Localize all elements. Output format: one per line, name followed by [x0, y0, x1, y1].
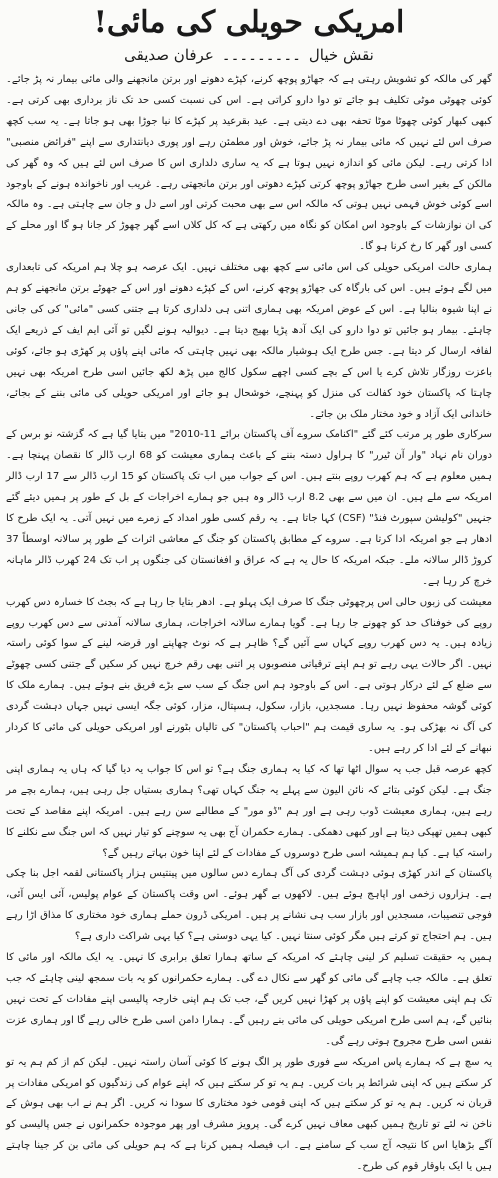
article-paragraph: گھر کی مالکہ کو تشویش رہتی ہے کہ جھاڑو پوچھ کرنے، کپڑے دھونے اور برتن مانجھنے والی مائی بیمار نہ پڑ جائے۔ کوئی چھوٹی موٹی تکلیف ہو جائے تو دوا دارو کراتی ہے۔ اس کی نسبت کسی حد تک ناز برداری بھی کرتی ہے۔ کبھی کبھار کوئی چھوٹا موٹا تحفہ بھی دے دیتی ہے۔ عید بقرعید پر کپڑے کا نیا جوڑا بھی ہو جاتا ہے۔ یہ سب کچھ صرف اس لئے نہیں کہ مائی بیمار نہ پڑ جائے، خوش اور مطمئن رہے اور پوری دیانتداری سے اپنے "فرائض منصبی" ادا کرتی رہے۔ لیکن مائی کو اندازہ نہیں ہوتا ہے کہ یہ ساری دلداری اس کا صرف اس لئے ہیں کہ وہ گھر کی مالکن کے بغیر اسی طرح جھاڑو پوچھ کرتی کپڑے دھوتی اور برتن مانجھتی رہے۔ غریب اور ناخواندہ ہونے کے باوجود اسے کوئی خوش فہمی نہیں ہوتی کہ مالکہ اس سے بھی محبت کرتی اور اسے دل و جان سے چاہتی ہے۔ وہ مالکہ کی ان نوازشات کے باوجود اس امکان کو نگاہ میں رکھتی ہے کہ کل کلاں اسے گھر چھوڑ کر جانا ہو گا اور محلے کے کسی اور گھر کا رخ کرنا ہو گا۔	[6, 74, 492, 253]
article-paragraph: ہماری حالت امریکی حویلی کی اس مائی سے کچھ بھی مختلف نہیں۔ ایک عرصہ ہو چلا ہم امریکہ کی تابعداری میں لگے ہوئے ہیں۔ اس کی بارگاہ کی جھاڑو پوچھ کرنے، اس کے کپڑے دھونے اور اس کے جھوٹے برتن مانجھنے کو ہم نے اپنا شیوہ بنالیا ہے۔ اس کے عوض امریکہ بھی ہماری اتنی ہی دلداری کرتا ہے جتنی کسی "مائی" کی کی جانی چاہئے۔ بیمار ہو جائیں تو دوا دارو کی ایک آدھ پڑیا بھیج دیتا ہے۔ دیوالیہ ہونے لگیں تو آئی ایم ایف کے ذریعے ایک لفافہ ارسال کر دیتا ہے۔ جس طرح ایک ہوشیار مالکہ بھی نہیں چاہتی کہ مائی اپنے پاؤں پر کھڑی ہو جائے، کوئی باعزت روزگار تلاش کرے یا اس کے بچے کسی اچھے سکول کالج میں پڑھ لکھ جائیں اسی طرح امریکہ بھی نہیں چاہتا کہ پاکستان خود کفالت کی منزل کو پہنچے، خوشحال ہو جائے اور امریکی حویلی کی مائی بننے کے بجائے، خاندانی ایک آزاد و خود مختار ملک بن جائے۔	[6, 262, 492, 420]
headline: امریکی حویلی کی مائی!	[93, 5, 405, 40]
article-body	[6, 70, 492, 1178]
article-paragraph: پاکستان کے اندر کھڑی ہوئی دہشت گردی کی آگ ہمارے دس سالوں میں پینتیس ہزار پاکستانی لقمہ اجل بنا چکی ہے۔ ہزاروں زخمی اور اپاہج ہوئے ہیں۔ لاکھوں بے گھر ہوئے۔ اس وقت پاکستان کے عوام پولیس، آئی ایس آئی، فوجی تنصیبات، مسجدیں اور بازار سب ہی نشانے پر ہیں۔ امریکی ڈرون حملے ہماری خود مختاری کا مذاق اڑا رہے ہیں۔ ہم احتجاج تو کرتے ہیں مگر کوئی سنتا نہیں۔ کیا یہی دوستی ہے؟ کیا یہی شراکت داری ہے؟	[6, 868, 492, 943]
article-paragraph: یہ سچ ہے کہ ہمارے پاس امریکہ سے فوری طور پر الگ ہونے کا کوئی آسان راستہ نہیں۔ لیکن کم از کم ہم یہ تو کر سکتے ہیں کہ اپنی شرائط پر بات کریں۔ ہم یہ تو کر سکتے ہیں کہ اپنے عوام کی زندگیوں کو امریکی مفادات پر قربان نہ کریں۔ ہم یہ تو کر سکتے ہیں کہ اپنی قومی خود مختاری کا سودا نہ کریں۔ اگر ہم نے اب بھی ہوش کے ناخن نہ لئے تو تاریخ ہمیں کبھی معاف نہیں کرے گی۔ پرویز مشرف اور پھر موجودہ حکمرانوں نے جس پالیسی کو آگے بڑھایا اس کا نتیجہ آج سب کے سامنے ہے۔ اب فیصلہ ہمیں کرنا ہے کہ ہم حویلی کی مائی بن کر جینا چاہتے ہیں یا ایک باوقار قوم کی طرح۔	[6, 1056, 492, 1173]
newspaper-column	[6, 0, 493, 1173]
article-paragraph: سرکاری طور پر مرتب کئے گئے "اکنامک سروے آف پاکستان برائے 11-2010" میں بتایا گیا ہے کہ گزشتہ نو برس کے دوران نام نہاد "وار آن ٹیرر" کا ہراول دستہ بننے کے باعث ہماری معیشت کو 68 ارب ڈالر کا نقصان پہنچا ہے۔ ہمیں معلوم ہے کہ ہم کھرب روپے بنتے ہیں۔ اس کے جواب میں اب تک پاکستان کو 15 ارب ڈالر سے 17 ارب ڈالر امریکہ سے ملے ہیں۔ ان میں سے بھی 8.2 ارب ڈالر وہ ہیں جو ہمارے اخراجات کے بل کے طور پر ہمیں دیئے گئے جنہیں "کولیشن سپورٹ فنڈ" (CSF) کہا جاتا ہے۔ یہ رقم کسی طور امداد کے زمرے میں نہیں آتی۔ یہ ایک طرح کا ادھار ہے جو امریکہ ادا کرتا ہے۔ سروے کے مطابق پاکستان کو جنگ کے معاشی اثرات کے طور پر سالانہ اوسطاً 37 کروڑ ڈالر سالانہ ملے۔ جبکہ امریکہ کا حال یہ ہے کہ عراق و افغانستان کی جنگوں پر اب تک 24 کھرب ڈالر ماہانہ خرچ کر رہا ہے۔	[6, 429, 493, 587]
article-paragraph: معیشت کی زبوں حالی اس پرچھوٹی جنگ کا صرف ایک پہلو ہے۔ ادھر بتایا جا رہا ہے کہ بجٹ کا خسارہ دس کھرب روپے کی خوفناک حد کو چھونے جا رہا ہے۔ گویا ہمارے سالانہ اخراجات، ہماری سالانہ آمدنی سے دس کھرب روپے زیادہ ہیں۔ یہ دس کھرب روپے کہاں سے آئیں گے؟ ظاہر ہے کہ نوٹ چھاپنے اور قرضہ لینے کے سوا کوئی راستہ نہیں۔ اگر حالات یہی رہے تو ہم اپنے ترقیاتی منصوبوں پر اتنی بھی رقم خرچ نہیں کر سکیں گے جتنی کسی چھوٹے سے ضلع کے لئے درکار ہوتی ہے۔ اس کے باوجود ہم اس جنگ کے سب سے بڑے فریق بنے ہوئے ہیں۔ ہمارے ملک کا کوئی گوشہ محفوظ نہیں رہا۔ مسجدیں، بازار، سکول، ہسپتال، مزار، کوئی جگہ ایسی نہیں جہاں دہشت گردی کی آگ نہ بھڑکی ہو۔ یہ ساری قیمت ہم "احباب پاکستان" کی تالیاں بٹورنے اور امریکی حویلی کی مائی کا کردار نبھانے کے لئے ادا کر رہے ہیں۔	[6, 596, 492, 754]
byline	[6, 44, 492, 68]
article-paragraph: ہمیں یہ حقیقت تسلیم کر لینی چاہئے کہ امریکہ کے ساتھ ہمارا تعلق برابری کا نہیں۔ یہ ایک مالکہ اور مائی کا تعلق ہے۔ مالکہ جب چاہے گی مائی کو گھر سے نکال دے گی۔ ہمارے حکمرانوں کو یہ بات سمجھ لینی چاہئے کہ جب تک ہم اپنی معیشت کو اپنے پاؤں پر کھڑا نہیں کریں گے، جب تک ہم اپنی خارجہ پالیسی اپنے مفادات کے تحت نہیں بنائیں گے، ہم اسی طرح امریکی حویلی کی مائی بنے رہیں گے۔ ہمارا دامن اسی طرح خالی رہے گا اور ہماری عزت نفس اسی طرح مجروح ہوتی رہے گی۔	[6, 952, 492, 1047]
author-name: عرفان صدیقی	[124, 46, 214, 64]
article-paragraph: کچھ عرصہ قبل جب یہ سوال اٹھا تھا کہ کیا یہ ہماری جنگ ہے؟ تو اس کا جواب یہ دیا گیا کہ ہاں یہ ہماری اپنی جنگ ہے۔ لیکن کوئی بتائے کہ نائن الیون سے پہلے یہ جنگ کہاں تھی؟ ہماری بستیاں جل رہی ہیں، ہمارے بچے مر رہے ہیں، ہماری معیشت ڈوب رہی ہے اور ہم "ڈو مور" کے مطالبے سن رہے ہیں۔ امریکہ اپنے مقاصد کے تحت کبھی ہمیں تھپکی دیتا ہے اور کبھی دھمکی۔ ہمارے حکمران آج بھی یہ سوچنے کو تیار نہیں کہ اس جنگ سے نکلنے کا راستہ کیا ہے۔ کیا ہم ہمیشہ اسی طرح دوسروں کے مفادات کے لئے اپنا خون بہاتے رہیں گے؟	[6, 763, 492, 859]
byline-separator: ۔۔۔۔۔۔۔۔۔	[221, 46, 301, 64]
column-name: نقش خیال	[308, 46, 374, 64]
